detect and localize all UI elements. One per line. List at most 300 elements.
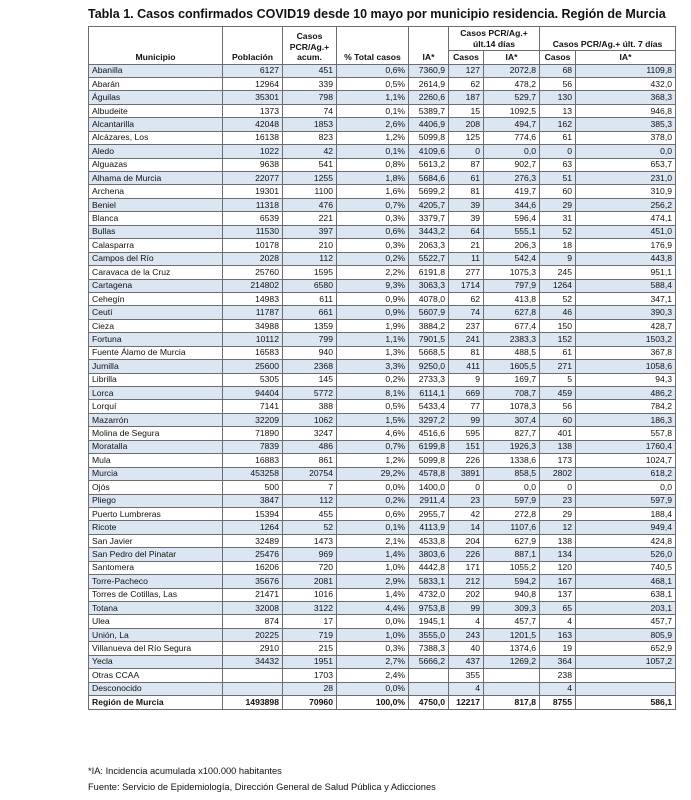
cell-ia-14: 1055,2 xyxy=(484,561,540,574)
cell-ia-14: 1374,6 xyxy=(484,642,540,655)
cell-poblacion: 874 xyxy=(223,615,283,628)
cell-casos-acum: 17 xyxy=(283,615,337,628)
cell-municipio: Puerto Lumbreras xyxy=(89,507,223,520)
table-row xyxy=(89,588,676,601)
cell-poblacion: 7839 xyxy=(223,440,283,453)
cell-ia-7: 310,9 xyxy=(576,185,676,198)
table-row xyxy=(89,387,676,400)
cell-casos-7: 29 xyxy=(540,507,576,520)
cell-casos-7: 29 xyxy=(540,198,576,211)
cell-casos-14: 4 xyxy=(449,682,484,695)
header-municipio: Municipio xyxy=(89,27,223,65)
cell-casos-7: 167 xyxy=(540,575,576,588)
cell-pct-total: 1,3% xyxy=(337,346,409,359)
cell-casos-acum: 1473 xyxy=(283,534,337,547)
cell-casos-7: 60 xyxy=(540,413,576,426)
cell-casos-7: 5 xyxy=(540,373,576,386)
cell-ia-7: 186,3 xyxy=(576,413,676,426)
cell-ia-14: 0,0 xyxy=(484,481,540,494)
table-row xyxy=(89,266,676,279)
cell-ia-14: 206,3 xyxy=(484,239,540,252)
cell-poblacion: 453258 xyxy=(223,467,283,480)
cell-casos-7: 61 xyxy=(540,131,576,144)
cell-pct-total: 0,6% xyxy=(337,64,409,77)
cell-ia: 5699,2 xyxy=(409,185,449,198)
cell-casos-7: 52 xyxy=(540,225,576,238)
cell-casos-acum: 1016 xyxy=(283,588,337,601)
header-casos-14: Casos xyxy=(449,51,484,65)
cell-municipio: Campos del Río xyxy=(89,252,223,265)
cell-municipio: Murcia xyxy=(89,467,223,480)
source-note: Fuente: Servicio de Epidemiología, Dirección General de Salud Pública y Adicciones xyxy=(88,782,436,792)
cell-ia-14: 1092,5 xyxy=(484,104,540,117)
cell-ia-7: 1503,2 xyxy=(576,333,676,346)
cell-ia: 2733,3 xyxy=(409,373,449,386)
cell-casos-acum: 6580 xyxy=(283,279,337,292)
cell-ia: 2260,6 xyxy=(409,91,449,104)
cell-poblacion: 34432 xyxy=(223,655,283,668)
cell-casos-acum: 476 xyxy=(283,198,337,211)
cell-casos-14: 15 xyxy=(449,104,484,117)
table-row xyxy=(89,333,676,346)
cell-ia-14: 902,7 xyxy=(484,158,540,171)
cell-municipio: Bullas xyxy=(89,225,223,238)
total-casos-acum: 70960 xyxy=(283,696,337,709)
cell-casos-acum: 1359 xyxy=(283,319,337,332)
cell-municipio: Aledo xyxy=(89,145,223,158)
cell-municipio: Albudeite xyxy=(89,104,223,117)
cell-ia-7: 432,0 xyxy=(576,77,676,90)
cell-municipio: Molina de Segura xyxy=(89,427,223,440)
cell-ia-7: 451,0 xyxy=(576,225,676,238)
cell-ia: 3555,0 xyxy=(409,628,449,641)
cell-ia: 5433,4 xyxy=(409,400,449,413)
cell-poblacion: 32209 xyxy=(223,413,283,426)
cell-casos-14: 40 xyxy=(449,642,484,655)
cell-ia-14: 169,7 xyxy=(484,373,540,386)
cell-ia-14: 478,2 xyxy=(484,77,540,90)
table-row xyxy=(89,198,676,211)
table-row xyxy=(89,252,676,265)
cell-ia: 2063,3 xyxy=(409,239,449,252)
cell-municipio: Desconocido xyxy=(89,682,223,695)
cell-casos-acum: 799 xyxy=(283,333,337,346)
cell-ia-14: 413,8 xyxy=(484,292,540,305)
cell-ia: 7901,5 xyxy=(409,333,449,346)
cell-casos-acum: 1853 xyxy=(283,118,337,131)
header-casos-acumulados: Casos PCR/Ag.+ acum. xyxy=(283,27,337,65)
cell-ia-14: 627,8 xyxy=(484,306,540,319)
cell-ia-7: 378,0 xyxy=(576,131,676,144)
cell-casos-acum: 28 xyxy=(283,682,337,695)
cell-ia: 9753,8 xyxy=(409,602,449,615)
cell-ia-7: 618,2 xyxy=(576,467,676,480)
cell-ia-7: 468,1 xyxy=(576,575,676,588)
cell-casos-14: 0 xyxy=(449,481,484,494)
cell-ia-7: 652,9 xyxy=(576,642,676,655)
cell-ia-7: 653,7 xyxy=(576,158,676,171)
cell-municipio: Alcázares, Los xyxy=(89,131,223,144)
cell-casos-acum: 798 xyxy=(283,91,337,104)
cell-casos-7: 61 xyxy=(540,346,576,359)
cell-casos-14: 81 xyxy=(449,346,484,359)
cell-municipio: Ceutí xyxy=(89,306,223,319)
cell-ia-14: 307,4 xyxy=(484,413,540,426)
table-row xyxy=(89,279,676,292)
cell-ia-7: 188,4 xyxy=(576,507,676,520)
cell-casos-14: 1714 xyxy=(449,279,484,292)
cell-ia: 4578,8 xyxy=(409,467,449,480)
table-row xyxy=(89,507,676,520)
cell-casos-14: 99 xyxy=(449,602,484,615)
cell-ia-7: 367,8 xyxy=(576,346,676,359)
cell-casos-14: 62 xyxy=(449,292,484,305)
cell-ia xyxy=(409,682,449,695)
cell-poblacion: 25476 xyxy=(223,548,283,561)
cell-casos-acum: 3247 xyxy=(283,427,337,440)
cell-casos-7: 68 xyxy=(540,64,576,77)
cell-municipio: Fuente Álamo de Murcia xyxy=(89,346,223,359)
cell-casos-7: 401 xyxy=(540,427,576,440)
cell-ia: 4205,7 xyxy=(409,198,449,211)
cell-poblacion: 9638 xyxy=(223,158,283,171)
cell-poblacion: 214802 xyxy=(223,279,283,292)
cell-ia-14: 457,7 xyxy=(484,615,540,628)
cell-casos-acum: 112 xyxy=(283,252,337,265)
cell-pct-total: 0,2% xyxy=(337,252,409,265)
footnote: *IA: Incidencia acumulada x100.000 habitantes xyxy=(88,766,282,776)
cell-ia-14: 708,7 xyxy=(484,387,540,400)
table-row xyxy=(89,454,676,467)
cell-casos-acum: 397 xyxy=(283,225,337,238)
cell-poblacion: 15394 xyxy=(223,507,283,520)
total-ia: 4750,0 xyxy=(409,696,449,709)
cell-ia-14: 555,1 xyxy=(484,225,540,238)
table-row xyxy=(89,575,676,588)
cell-casos-7: 137 xyxy=(540,588,576,601)
cell-poblacion: 21471 xyxy=(223,588,283,601)
cell-ia-7: 557,8 xyxy=(576,427,676,440)
cell-casos-acum: 210 xyxy=(283,239,337,252)
cell-municipio: Totana xyxy=(89,602,223,615)
cell-casos-7: 56 xyxy=(540,77,576,90)
cell-poblacion: 2028 xyxy=(223,252,283,265)
table-row xyxy=(89,521,676,534)
cell-poblacion: 32008 xyxy=(223,602,283,615)
table-row xyxy=(89,306,676,319)
cell-pct-total: 2,7% xyxy=(337,655,409,668)
cell-ia-7: 951,1 xyxy=(576,266,676,279)
table-row xyxy=(89,481,676,494)
cell-casos-14: 21 xyxy=(449,239,484,252)
cell-pct-total: 0,1% xyxy=(337,104,409,117)
cell-ia: 4078,0 xyxy=(409,292,449,305)
cell-ia-7: 0,0 xyxy=(576,145,676,158)
cell-ia-14: 494,7 xyxy=(484,118,540,131)
cell-casos-14: 39 xyxy=(449,212,484,225)
cell-municipio: Ojós xyxy=(89,481,223,494)
cell-casos-7: 56 xyxy=(540,400,576,413)
cell-casos-14: 74 xyxy=(449,306,484,319)
cell-ia-7: 368,3 xyxy=(576,91,676,104)
cell-municipio: Alhama de Murcia xyxy=(89,172,223,185)
cell-casos-7: 120 xyxy=(540,561,576,574)
cell-municipio: Librilla xyxy=(89,373,223,386)
cell-ia-7: 203,1 xyxy=(576,602,676,615)
cell-pct-total: 1,8% xyxy=(337,172,409,185)
cell-ia: 4113,9 xyxy=(409,521,449,534)
cell-municipio: Cehegín xyxy=(89,292,223,305)
cell-casos-14: 208 xyxy=(449,118,484,131)
cell-pct-total: 4,4% xyxy=(337,602,409,615)
cell-ia-7: 390,3 xyxy=(576,306,676,319)
cell-municipio: Unión, La xyxy=(89,628,223,641)
cell-poblacion: 11530 xyxy=(223,225,283,238)
cell-pct-total: 0,0% xyxy=(337,615,409,628)
cell-pct-total: 0,2% xyxy=(337,494,409,507)
cell-ia-14 xyxy=(484,669,540,682)
cell-municipio: Abarán xyxy=(89,77,223,90)
cell-pct-total: 0,0% xyxy=(337,682,409,695)
cell-ia-14: 627,9 xyxy=(484,534,540,547)
table-row xyxy=(89,360,676,373)
cell-ia-14: 344,6 xyxy=(484,198,540,211)
cell-poblacion: 16883 xyxy=(223,454,283,467)
cell-ia-14: 1338,6 xyxy=(484,454,540,467)
cell-municipio: Ricote xyxy=(89,521,223,534)
cell-casos-acum: 861 xyxy=(283,454,337,467)
cell-ia-14: 1269,2 xyxy=(484,655,540,668)
cell-casos-14: 42 xyxy=(449,507,484,520)
cell-ia: 5684,6 xyxy=(409,172,449,185)
table-row xyxy=(89,292,676,305)
cell-ia: 7360,9 xyxy=(409,64,449,77)
table-row xyxy=(89,346,676,359)
cell-casos-7: 271 xyxy=(540,360,576,373)
cell-municipio: Calasparra xyxy=(89,239,223,252)
cell-ia-7: 424,8 xyxy=(576,534,676,547)
cell-casos-14: 81 xyxy=(449,185,484,198)
cell-ia-14: 529,7 xyxy=(484,91,540,104)
cell-ia: 9250,0 xyxy=(409,360,449,373)
cell-poblacion: 1022 xyxy=(223,145,283,158)
table-row xyxy=(89,413,676,426)
cell-poblacion: 34988 xyxy=(223,319,283,332)
cell-casos-7: 459 xyxy=(540,387,576,400)
cell-ia-14: 887,1 xyxy=(484,548,540,561)
cell-pct-total: 8,1% xyxy=(337,387,409,400)
cell-casos-7: 63 xyxy=(540,158,576,171)
cell-ia-14: 276,3 xyxy=(484,172,540,185)
cell-casos-acum: 1255 xyxy=(283,172,337,185)
cell-ia-7: 443,8 xyxy=(576,252,676,265)
cell-ia-14: 542,4 xyxy=(484,252,540,265)
cell-ia-7: 638,1 xyxy=(576,588,676,601)
cell-casos-14: 226 xyxy=(449,454,484,467)
cell-casos-7: 19 xyxy=(540,642,576,655)
table-body xyxy=(89,64,676,696)
cell-pct-total: 4,6% xyxy=(337,427,409,440)
table-row xyxy=(89,534,676,547)
cell-ia: 4109,6 xyxy=(409,145,449,158)
cell-municipio: Fortuna xyxy=(89,333,223,346)
header-group-7-dias: Casos PCR/Ag.+ últ. 7 días xyxy=(540,27,676,51)
cell-poblacion: 1373 xyxy=(223,104,283,117)
cell-ia: 2614,9 xyxy=(409,77,449,90)
cell-municipio: Yecla xyxy=(89,655,223,668)
cell-pct-total: 0,9% xyxy=(337,292,409,305)
cell-poblacion: 1264 xyxy=(223,521,283,534)
cell-casos-acum: 112 xyxy=(283,494,337,507)
cell-ia: 4533,8 xyxy=(409,534,449,547)
cell-casos-14: 62 xyxy=(449,77,484,90)
cell-ia-14: 488,5 xyxy=(484,346,540,359)
cell-poblacion xyxy=(223,682,283,695)
cell-municipio: Caravaca de la Cruz xyxy=(89,266,223,279)
cell-casos-14: 4 xyxy=(449,615,484,628)
cell-poblacion: 2910 xyxy=(223,642,283,655)
cell-municipio: Villanueva del Río Segura xyxy=(89,642,223,655)
cell-casos-acum: 2368 xyxy=(283,360,337,373)
table-row xyxy=(89,104,676,117)
cell-poblacion: 35301 xyxy=(223,91,283,104)
cell-ia-7: 1058,6 xyxy=(576,360,676,373)
cell-ia-14: 2072,8 xyxy=(484,64,540,77)
table-row xyxy=(89,561,676,574)
cell-casos-acum: 720 xyxy=(283,561,337,574)
cell-poblacion xyxy=(223,669,283,682)
cell-ia-14: 309,3 xyxy=(484,602,540,615)
total-casos-14: 12217 xyxy=(449,696,484,709)
cell-pct-total: 1,9% xyxy=(337,319,409,332)
cell-casos-acum: 3122 xyxy=(283,602,337,615)
total-pct-total: 100,0% xyxy=(337,696,409,709)
cell-casos-acum: 5772 xyxy=(283,387,337,400)
cell-casos-7: 13 xyxy=(540,104,576,117)
cell-casos-14: 202 xyxy=(449,588,484,601)
cell-casos-7: 0 xyxy=(540,481,576,494)
cell-casos-7: 245 xyxy=(540,266,576,279)
cell-casos-acum: 486 xyxy=(283,440,337,453)
cell-pct-total: 1,4% xyxy=(337,548,409,561)
cell-poblacion: 35676 xyxy=(223,575,283,588)
cell-pct-total: 0,9% xyxy=(337,306,409,319)
cell-casos-14: 151 xyxy=(449,440,484,453)
cell-poblacion: 16583 xyxy=(223,346,283,359)
cell-ia: 3297,2 xyxy=(409,413,449,426)
cell-ia-14: 677,4 xyxy=(484,319,540,332)
cell-casos-acum: 20754 xyxy=(283,467,337,480)
cell-pct-total: 2,1% xyxy=(337,534,409,547)
cell-ia-14: 1605,5 xyxy=(484,360,540,373)
cell-municipio: Alcantarilla xyxy=(89,118,223,131)
table-header xyxy=(89,27,676,65)
cell-casos-7: 364 xyxy=(540,655,576,668)
cell-poblacion: 14983 xyxy=(223,292,283,305)
cell-ia-7: 486,2 xyxy=(576,387,676,400)
cell-ia: 5613,2 xyxy=(409,158,449,171)
cell-ia-7: 0,0 xyxy=(576,481,676,494)
cell-poblacion: 32489 xyxy=(223,534,283,547)
cell-pct-total: 0,8% xyxy=(337,158,409,171)
cell-municipio: Torres de Cotillas, Las xyxy=(89,588,223,601)
cell-ia-7: 1760,4 xyxy=(576,440,676,453)
table-row xyxy=(89,467,676,480)
table-row xyxy=(89,400,676,413)
cell-pct-total: 1,2% xyxy=(337,131,409,144)
cell-municipio: Moratalla xyxy=(89,440,223,453)
cell-ia-14: 1926,3 xyxy=(484,440,540,453)
table-row xyxy=(89,682,676,695)
cell-poblacion: 6539 xyxy=(223,212,283,225)
cell-ia-7: 457,7 xyxy=(576,615,676,628)
cell-casos-14: 125 xyxy=(449,131,484,144)
cell-ia: 5833,1 xyxy=(409,575,449,588)
cell-ia-7: 740,5 xyxy=(576,561,676,574)
cell-pct-total: 0,1% xyxy=(337,145,409,158)
cell-ia-7: 526,0 xyxy=(576,548,676,561)
cell-pct-total: 9,3% xyxy=(337,279,409,292)
cell-municipio: Alguazas xyxy=(89,158,223,171)
table-row xyxy=(89,655,676,668)
total-ia-14: 817,8 xyxy=(484,696,540,709)
cell-casos-acum: 541 xyxy=(283,158,337,171)
cell-ia: 6114,1 xyxy=(409,387,449,400)
cell-casos-14: 411 xyxy=(449,360,484,373)
cell-ia: 3063,3 xyxy=(409,279,449,292)
cell-poblacion: 6127 xyxy=(223,64,283,77)
cell-municipio: Águilas xyxy=(89,91,223,104)
cell-pct-total: 0,6% xyxy=(337,225,409,238)
cell-casos-acum: 661 xyxy=(283,306,337,319)
cell-municipio: Jumilla xyxy=(89,360,223,373)
table-row xyxy=(89,669,676,682)
cell-pct-total: 29,2% xyxy=(337,467,409,480)
cell-pct-total: 0,7% xyxy=(337,198,409,211)
header-poblacion: Población xyxy=(223,27,283,65)
cell-casos-acum: 940 xyxy=(283,346,337,359)
cell-poblacion: 19301 xyxy=(223,185,283,198)
cell-casos-14: 355 xyxy=(449,669,484,682)
cell-poblacion: 94404 xyxy=(223,387,283,400)
cell-municipio: Lorquí xyxy=(89,400,223,413)
cell-ia-7: 805,9 xyxy=(576,628,676,641)
cell-casos-acum: 221 xyxy=(283,212,337,225)
cell-casos-14: 171 xyxy=(449,561,484,574)
cell-ia-7 xyxy=(576,669,676,682)
cell-poblacion: 71890 xyxy=(223,427,283,440)
cell-casos-7: 152 xyxy=(540,333,576,346)
cell-poblacion: 7141 xyxy=(223,400,283,413)
cell-poblacion: 11787 xyxy=(223,306,283,319)
cell-ia-7: 385,3 xyxy=(576,118,676,131)
cell-pct-total: 2,2% xyxy=(337,266,409,279)
cell-casos-14: 241 xyxy=(449,333,484,346)
cell-pct-total: 1,1% xyxy=(337,333,409,346)
cell-poblacion: 500 xyxy=(223,481,283,494)
cell-casos-acum: 1062 xyxy=(283,413,337,426)
cell-ia: 7388,3 xyxy=(409,642,449,655)
cell-casos-acum: 719 xyxy=(283,628,337,641)
cell-ia: 5668,5 xyxy=(409,346,449,359)
total-row xyxy=(89,696,676,709)
cell-poblacion: 20225 xyxy=(223,628,283,641)
cell-casos-acum: 455 xyxy=(283,507,337,520)
cell-municipio: Lorca xyxy=(89,387,223,400)
cell-ia-14: 774,6 xyxy=(484,131,540,144)
cell-casos-14: 77 xyxy=(449,400,484,413)
cell-ia-7: 784,2 xyxy=(576,400,676,413)
